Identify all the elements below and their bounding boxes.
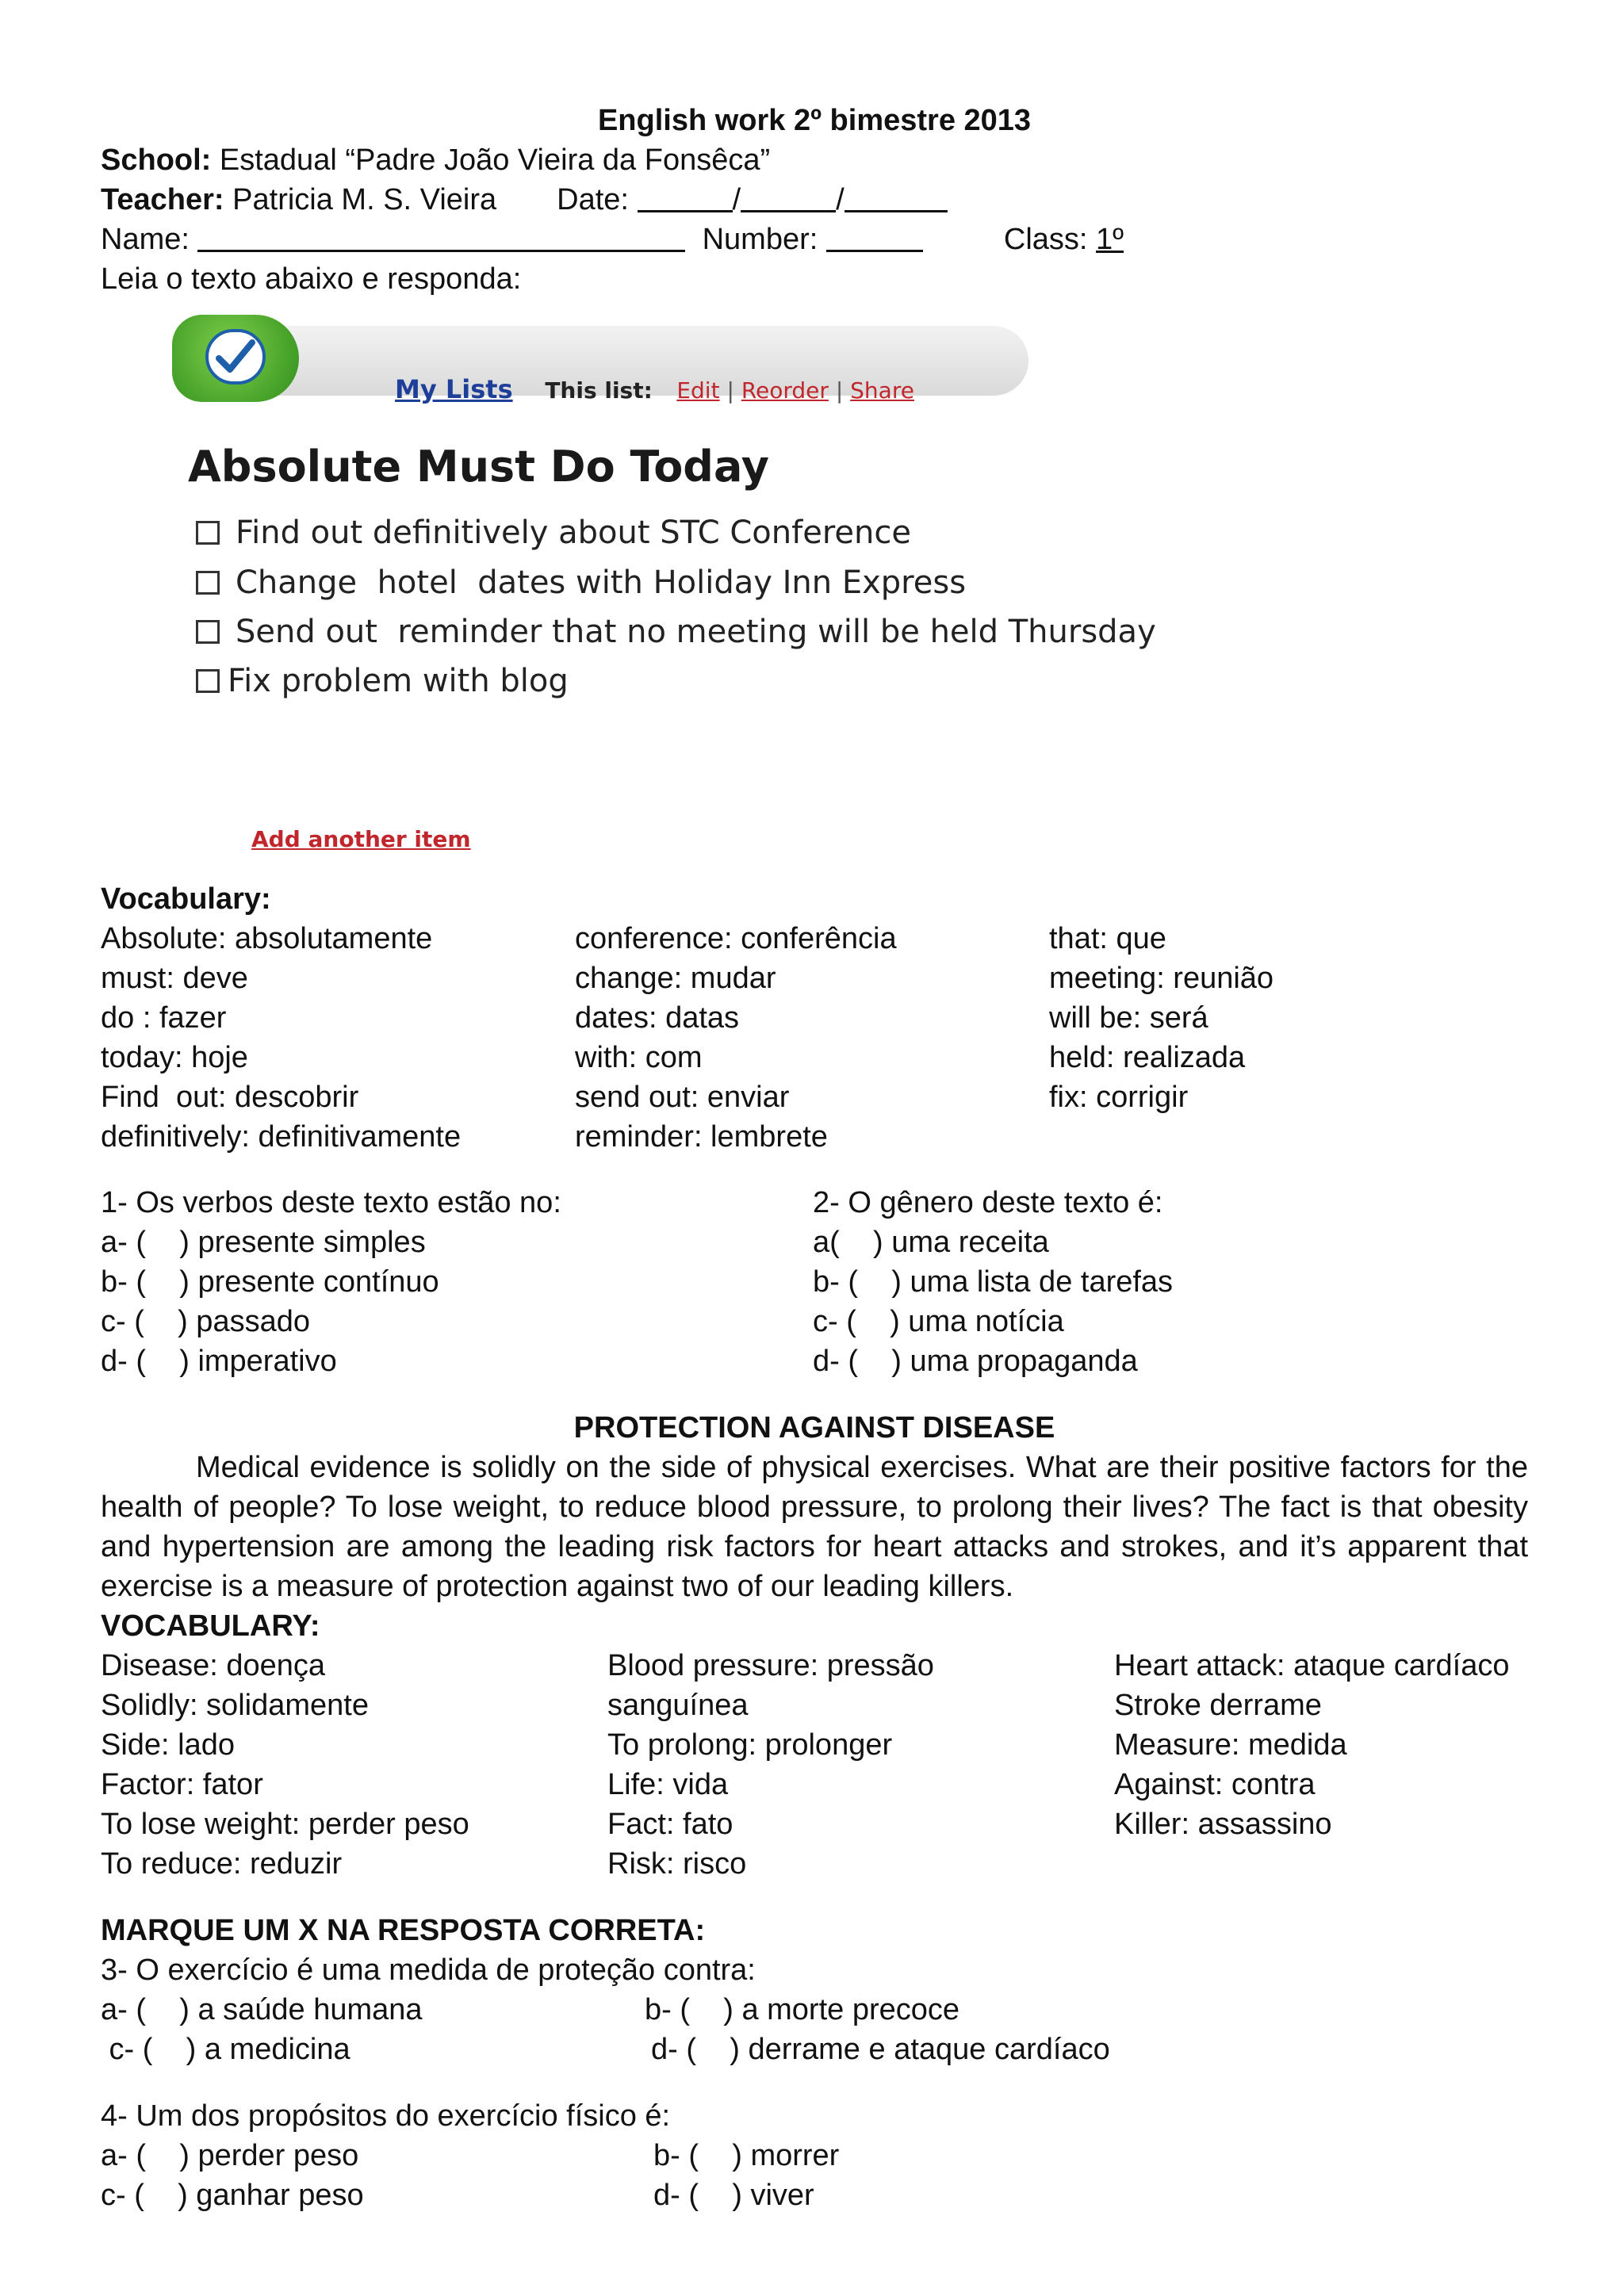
vocab-entry: Find out: descobrir [101,1081,359,1114]
vocabulary-heading: Vocabulary: [101,882,271,916]
reorder-link[interactable]: Reorder [741,377,829,404]
vocab-entry: Blood pressure: pressão [607,1649,934,1682]
date-year-blank [845,180,948,212]
name-line [101,220,1528,259]
todo-item [196,659,569,703]
class-value: 1º [1096,223,1124,256]
vocab-entry: conference: conferência [575,922,897,955]
worksheet-page [101,101,1528,2215]
vocab-entry: reminder: lembrete [575,1120,828,1154]
number-label: Number: [702,223,818,256]
vocab-column [1049,919,1525,1157]
vocab-entry: held: realizada [1049,1041,1246,1074]
answer-option[interactable]: c- ( ) ganhar peso [101,2179,364,2212]
vocabulary-heading: VOCABULARY: [101,1609,320,1643]
answer-option[interactable]: a- ( ) perder peso [101,2139,359,2172]
vocab-entry: Absolute: absolutamente [101,922,433,955]
separator: | [726,377,734,404]
answer-grid [101,2136,1528,2215]
vocab-entry: Disease: doença [101,1649,326,1682]
question-1 [101,1183,813,1381]
vocab-entry: Heart attack: ataque cardíaco [1114,1649,1510,1682]
todo-item-label: Send out reminder that no meeting will be held Thursday [236,614,1156,650]
page-title: English work 2º bimestre 2013 [597,104,1032,137]
vocabulary-table [101,1646,1528,1884]
vocab-entry: To prolong: prolonger [607,1728,893,1762]
vocab-column [607,1646,1114,1884]
vocab-column [101,1646,607,1884]
vocab-entry: do : fazer [101,1001,227,1035]
todo-item-label: Fix problem with blog [228,663,569,699]
answer-option[interactable]: c- ( ) passado [101,1305,310,1338]
school-label: School: [101,144,212,177]
vocab-entry: change: mudar [575,962,776,995]
answer-option[interactable]: a- ( ) a saúde humana [101,1993,423,2026]
question-text: 4- Um dos propósitos do exercício físico é: [101,2099,671,2133]
question-text: 2- O gênero deste texto é: [813,1186,1163,1219]
vocab-column [575,919,1049,1157]
vocab-entry: with: com [575,1041,703,1074]
school-value: Estadual “Padre João Vieira da Fonsêca” [219,144,771,177]
vocab-entry: will be: será [1049,1001,1208,1035]
vocab-entry: Solidly: solidamente [101,1689,369,1722]
answer-option[interactable]: d- ( ) viver [653,2179,814,2212]
vocab-entry: Stroke derrame [1114,1689,1322,1722]
vocab-entry: sanguínea [607,1689,749,1722]
vocab-entry: Against: contra [1114,1768,1316,1801]
answer-option[interactable]: b- ( ) presente contínuo [101,1265,439,1299]
article-body: Medical evidence is solidly on the side of physical exercises. What are their positive factors for the health of people? To lose weight, to reduce blood pressure, to prolong their lives? The fact is that obesity and hypertension are among the leading risk factors for heart attacks and strokes, and it’s apparent that exercise is a measure of protection against two of our leading killers. [101,1451,1528,1603]
separator: | [835,377,844,404]
question-3 [101,1950,1528,2069]
vocab-entry: Measure: medida [1114,1728,1347,1762]
share-link[interactable]: Share [850,377,914,404]
class-label: Class: [1003,223,1088,256]
teacher-label: Teacher: [101,183,224,216]
vocab-entry: Side: lado [101,1728,236,1762]
my-lists-link[interactable]: My Lists [395,374,513,404]
question-text: 3- O exercício é uma medida de proteção contra: [101,1954,756,1987]
vocab-entry: Factor: fator [101,1768,263,1801]
answer-option[interactable]: a- ( ) presente simples [101,1226,426,1259]
vocab-entry: meeting: reunião [1049,962,1274,995]
answer-option[interactable]: b- ( ) a morte precoce [645,1993,960,2026]
vocab-entry: To reduce: reduzir [101,1847,343,1881]
list-title: Absolute Must Do Today [188,442,769,492]
vocab-entry: must: deve [101,962,248,995]
answer-option[interactable]: d- ( ) imperativo [101,1345,337,1378]
date-day-blank [638,180,733,212]
this-list-label: This list: [545,377,653,404]
answer-option[interactable]: d- ( ) uma propaganda [813,1345,1138,1378]
todo-item [196,561,966,605]
number-blank [826,220,923,252]
todo-item-label: Find out definitively about STC Conference [236,515,911,551]
vocab-entry: Life: vida [607,1768,729,1801]
checkmark-badge [172,315,299,402]
section-heading: MARQUE UM X NA RESPOSTA CORRETA: [101,1914,706,1947]
answer-option[interactable]: c- ( ) uma notícia [813,1305,1064,1338]
todo-checkbox[interactable] [196,521,220,545]
vocab-column [1114,1646,1526,1884]
vocab-column [101,919,575,1157]
todo-checkbox[interactable] [196,669,220,693]
answer-grid [101,1990,1528,2069]
vocab-entry: that: que [1049,922,1166,955]
date-label: Date: [557,183,629,216]
todo-list-image [101,308,1528,871]
vocab-entry: fix: corrigir [1049,1081,1189,1114]
vocab-entry: Risk: risco [607,1847,747,1881]
toolbar-links [347,342,914,438]
vocab-entry: today: hoje [101,1041,248,1074]
vocab-entry: definitively: definitivamente [101,1120,462,1154]
question-4 [101,2096,1528,2215]
todo-item [196,511,911,555]
date-month-blank [741,180,836,212]
question-text: 1- Os verbos deste texto estão no: [101,1186,561,1219]
answer-option[interactable]: d- ( ) derrame e ataque cardíaco [651,2033,1110,2066]
article-title: PROTECTION AGAINST DISEASE [573,1411,1055,1445]
answer-option[interactable]: a( ) uma receita [813,1226,1049,1259]
vocab-entry: send out: enviar [575,1081,790,1114]
school-line [101,140,1528,180]
edit-link[interactable]: Edit [676,377,720,404]
teacher-line: Teacher: Patricia M. S. Vieira Date: / / [101,180,1528,220]
add-item-link[interactable]: Add another item [251,826,471,852]
vocab-entry: dates: datas [575,1001,740,1035]
name-label: Name: [101,223,190,256]
answer-option[interactable]: b- ( ) uma lista de tarefas [813,1265,1174,1299]
todo-checkbox[interactable] [196,571,220,595]
vocabulary-table [101,919,1528,1157]
todo-checkbox[interactable] [196,620,220,644]
name-blank [197,220,685,252]
question-2 [813,1183,1526,1381]
vocab-entry: Killer: assassino [1114,1808,1332,1841]
questions-1-2 [101,1183,1528,1381]
todo-item-label: Change hotel dates with Holiday Inn Express [236,564,967,601]
todo-item [196,610,1156,654]
vocab-entry: To lose weight: perder peso [101,1808,469,1841]
teacher-value: Patricia M. S. Vieira [232,183,497,216]
checkmark-icon [205,329,266,385]
instruction-text: Leia o texto abaixo e responda: [101,262,522,296]
answer-option[interactable]: c- ( ) a medicina [101,2033,350,2066]
vocab-entry: Fact: fato [607,1808,733,1841]
answer-option[interactable]: b- ( ) morrer [653,2139,840,2172]
